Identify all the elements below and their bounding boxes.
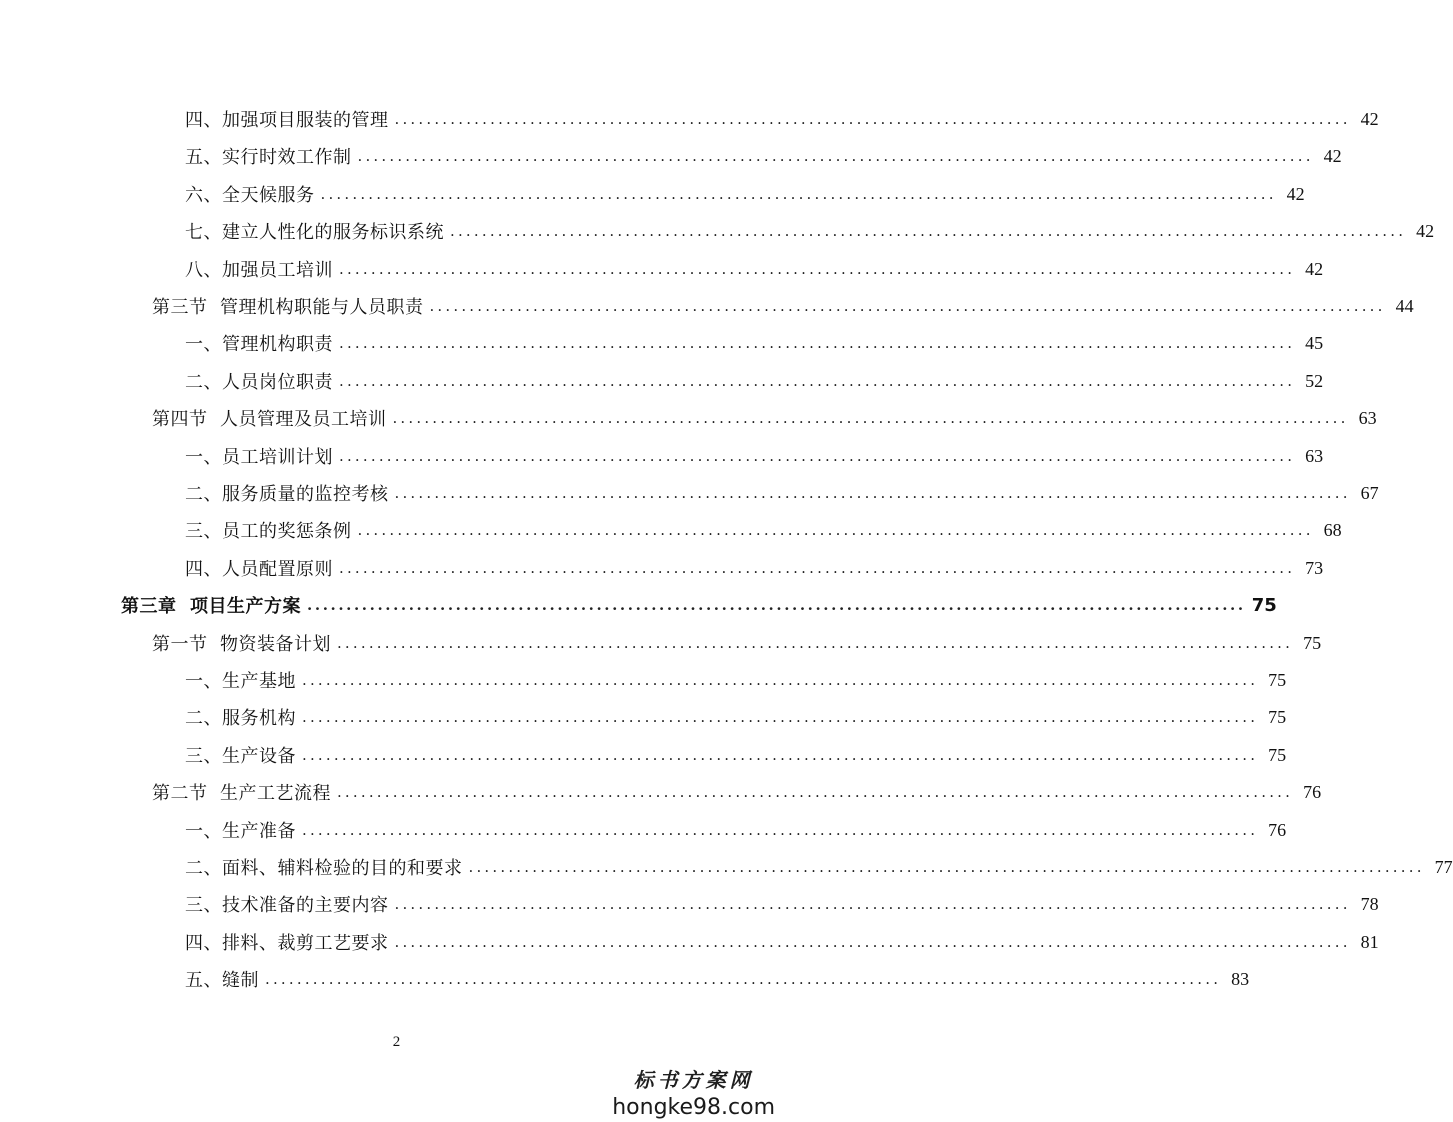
toc-leader-dots: ........................................................................................................................ (302, 821, 1259, 839)
toc-entry-page: 77 (1434, 856, 1453, 877)
toc-leader-dots: ........................................................................................................................ (357, 147, 1314, 165)
toc-entry-label: 三、生产设备 (185, 746, 296, 767)
toc-entry-page: 63 (1358, 407, 1377, 428)
toc-entry-label: 八、加强员工培训 (185, 260, 333, 281)
toc-item-entry (185, 216, 1435, 246)
toc-entry-page: 75 (1268, 706, 1287, 727)
toc-entry-label: 五、缝制 (185, 970, 259, 991)
toc-leader-dots: ........................................................................................................................ (320, 185, 1277, 203)
toc-entry-page: 42 (1360, 108, 1379, 129)
toc-item-entry (185, 665, 1287, 695)
toc-leader-dots: ........................................................................................................................ (394, 895, 1351, 913)
toc-item-entry (185, 478, 1379, 508)
toc-leader-dots: ........................................................................................................................ (357, 521, 1314, 539)
toc-item-entry (185, 927, 1379, 957)
toc-leader-dots: ........................................................................................................................ (302, 746, 1259, 764)
toc-item-entry (185, 964, 1250, 994)
toc-entry-label: 第三节 管理机构职能与人员职责 (152, 297, 424, 318)
toc-entry-page: 76 (1303, 781, 1322, 802)
toc-item-entry (185, 702, 1287, 732)
toc-leader-dots: ........................................................................................................................ (339, 260, 1296, 278)
toc-entry-label: 第一节 物资装备计划 (152, 634, 331, 655)
toc-entry-label: 二、面料、辅料检验的目的和要求 (185, 858, 463, 879)
watermark-title: 标书方案网 (633, 1068, 754, 1092)
toc-leader-dots: ........................................................................................................................ (339, 559, 1296, 577)
toc-entry-label: 第四节 人员管理及员工培训 (152, 409, 387, 430)
toc-leader-dots: ........................................................................................................................ (429, 297, 1386, 315)
toc-leader-dots: ........................................................................................................................ (394, 484, 1351, 502)
toc-entry-page: 75 (1303, 632, 1322, 653)
toc-entry-page: 75 (1251, 594, 1277, 616)
toc-item-entry (185, 179, 1305, 209)
toc-item-entry (185, 740, 1287, 770)
toc-leader-dots: ........................................................................................................................ (339, 447, 1296, 465)
toc-item-entry (185, 553, 1324, 583)
toc-entry-label: 一、生产基地 (185, 671, 296, 692)
toc-entry-label: 七、建立人性化的服务标识系统 (185, 222, 444, 243)
toc-item-entry (185, 515, 1342, 545)
toc-entry-page: 42 (1305, 258, 1324, 279)
toc-entry-label: 三、技术准备的主要内容 (185, 895, 389, 916)
toc-leader-dots: ........................................................................................................................ (394, 933, 1351, 951)
toc-entry-page: 75 (1268, 744, 1287, 765)
toc-leader-dots: ........................................................................................................................ (307, 596, 1246, 614)
toc-section-entry (152, 291, 1414, 321)
toc-item-entry (185, 141, 1342, 171)
toc-entry-page: 42 (1416, 220, 1435, 241)
toc-item-entry (185, 104, 1379, 134)
toc-item-entry (185, 889, 1379, 919)
toc-leader-dots: ........................................................................................................................ (468, 858, 1425, 876)
toc-entry-label: 六、全天候服务 (185, 185, 315, 206)
toc-entry-page: 73 (1305, 557, 1324, 578)
watermark (612, 1064, 775, 1120)
toc-entry-page: 83 (1231, 968, 1250, 989)
toc-section-entry (152, 777, 1322, 807)
toc-item-entry (185, 366, 1324, 396)
toc-entry-label: 四、人员配置原则 (185, 559, 333, 580)
toc-leader-dots: ........................................................................................................................ (336, 783, 1294, 801)
toc-entry-page: 45 (1305, 332, 1324, 353)
toc-entry-label: 五、实行时效工作制 (185, 147, 352, 168)
toc-item-entry (185, 328, 1324, 358)
toc-entry-label: 二、人员岗位职责 (185, 372, 333, 393)
toc-entry-page: 44 (1395, 295, 1414, 316)
toc-entry-page: 78 (1360, 893, 1379, 914)
toc-leader-dots: ........................................................................................................................ (394, 110, 1351, 128)
toc-entry-page: 75 (1268, 669, 1287, 690)
toc-entry-page: 63 (1305, 445, 1324, 466)
toc-entry-label: 四、加强项目服装的管理 (185, 110, 389, 131)
toc-item-entry (185, 254, 1324, 284)
toc-leader-dots: ........................................................................................................................ (336, 634, 1294, 652)
toc-entry-page: 42 (1323, 145, 1342, 166)
toc-item-entry (185, 852, 1453, 882)
toc-leader-dots: ........................................................................................................................ (265, 970, 1222, 988)
toc-entry-label: 一、员工培训计划 (185, 447, 333, 468)
toc-leader-dots: ........................................................................................................................ (339, 334, 1296, 352)
toc-entry-page: 76 (1268, 819, 1287, 840)
toc-item-entry (185, 441, 1324, 471)
toc-leader-dots: ........................................................................................................................ (302, 671, 1259, 689)
toc-entry-label: 二、服务质量的监控考核 (185, 484, 389, 505)
toc-entry-label: 四、排料、裁剪工艺要求 (185, 933, 389, 954)
toc-item-entry (185, 815, 1287, 845)
toc-leader-dots: ........................................................................................................................ (392, 409, 1349, 427)
toc-entry-page: 68 (1323, 519, 1342, 540)
toc-entry-page: 81 (1360, 931, 1379, 952)
watermark-url: hongke98.com (612, 1095, 775, 1120)
toc-leader-dots: ........................................................................................................................ (450, 222, 1407, 240)
toc-entry-page: 42 (1286, 183, 1305, 204)
page-number: 2 (392, 1034, 401, 1050)
toc-entry-label: 三、员工的奖惩条例 (185, 521, 352, 542)
toc-entry-page: 52 (1305, 370, 1324, 391)
toc-leader-dots: ........................................................................................................................ (339, 372, 1296, 390)
toc-section-entry (152, 628, 1322, 658)
toc-entry-page: 67 (1360, 482, 1379, 503)
toc-section-entry (152, 403, 1377, 433)
toc-entry-label: 一、生产准备 (185, 821, 296, 842)
toc-chapter-entry (121, 590, 1277, 620)
toc-leader-dots: ........................................................................................................................ (302, 708, 1259, 726)
toc-entry-label: 二、服务机构 (185, 708, 296, 729)
toc-entry-label: 一、管理机构职责 (185, 334, 333, 355)
toc-entry-label: 第三章 项目生产方案 (121, 596, 302, 617)
toc-entry-label: 第二节 生产工艺流程 (152, 783, 331, 804)
